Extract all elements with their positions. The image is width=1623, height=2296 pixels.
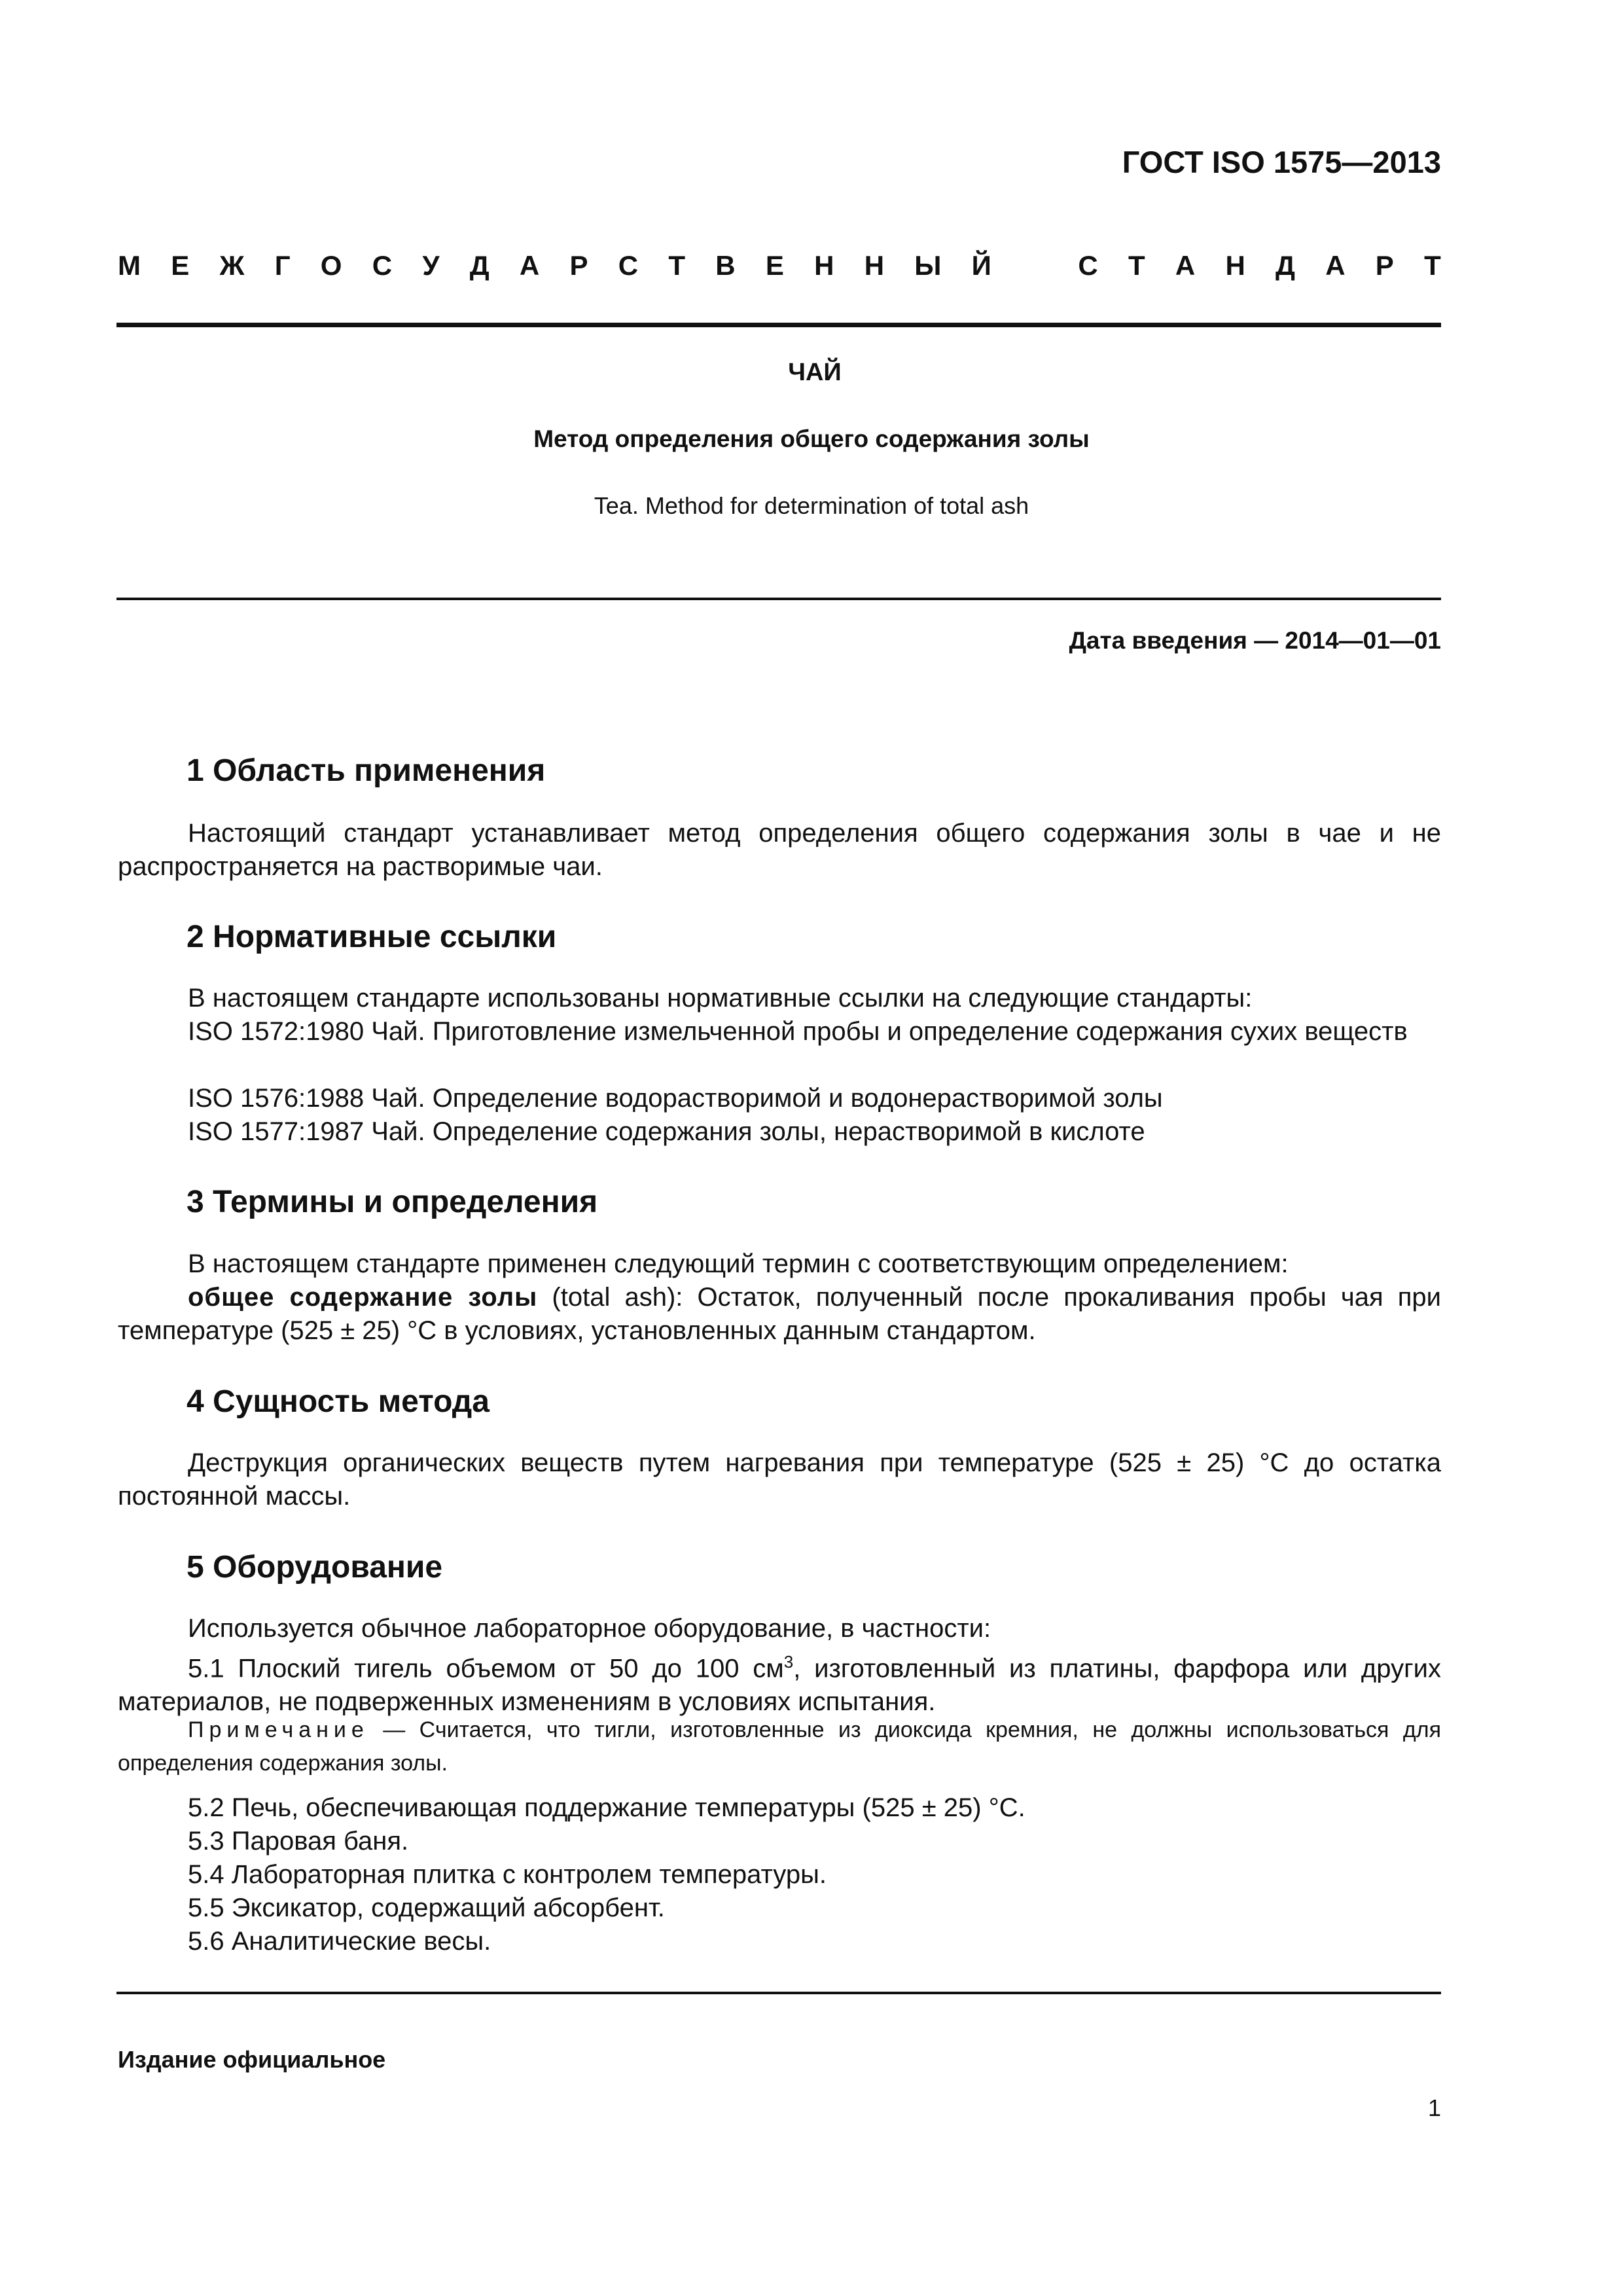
equipment-item-5-1 — [118, 1645, 1441, 1719]
standard-type-letter: Т — [1128, 250, 1145, 281]
term-definition — [118, 1281, 1441, 1348]
reference-iso-1572: ISO 1572:1980 Чай. Приготовление измельченной пробы и определение содержания сухих веществ — [188, 1017, 1408, 1046]
standard-type-letter: С — [1078, 250, 1098, 281]
standard-type-letter: Н — [864, 250, 885, 281]
footer-rule — [116, 1992, 1441, 1994]
introduction-date: Дата введения — 2014—01—01 — [1069, 627, 1441, 654]
page-number: 1 — [1427, 2094, 1441, 2121]
standard-type-letter: Й — [971, 250, 991, 281]
standard-type-letter: Е — [171, 250, 190, 281]
standard-type-letter: Т — [668, 250, 685, 281]
equipment-item-5-2: 5.2 Печь, обеспечивающая поддержание температуры (525 ± 25) °С. — [188, 1793, 1026, 1822]
section-3-heading: 3 Термины и определения — [187, 1185, 598, 1219]
standard-type-letter: О — [320, 250, 342, 281]
section-4-text: Деструкция органических веществ путем нагревания при температуре (525 ± 25) °С до остатка постоянной массы. — [118, 1448, 1441, 1511]
standard-type-letter: Н — [814, 250, 834, 281]
section-1-text: Настоящий стандарт устанавливает метод определения общего содержания золы в чае и не распространяется на растворимые чаи. — [118, 819, 1441, 881]
header-rule — [116, 323, 1441, 327]
standard-type-letter: А — [519, 250, 540, 281]
document-code: ГОСТ ISO 1575—2013 — [1122, 145, 1441, 179]
standard-type-letter: Г — [274, 250, 291, 281]
standard-type-letter: Т — [1424, 250, 1441, 281]
standard-type-letter: С — [372, 250, 393, 281]
item-5-1-text-cont: , изготовленный из платины, фарфора или других материалов, не подверженных изменениям в условиях испытания. — [118, 1654, 1441, 1717]
standard-type-letter: Р — [569, 250, 588, 281]
standard-type-letter: Ж — [219, 250, 245, 281]
standard-type-letter: У — [422, 250, 440, 281]
standard-type-letter: С — [618, 250, 639, 281]
equipment-item-5-3: 5.3 Паровая баня. — [188, 1827, 409, 1856]
equipment-item-5-6: 5.6 Аналитические весы. — [188, 1927, 491, 1956]
standard-type-letter: Д — [469, 250, 490, 281]
section-2-heading: 2 Нормативные ссылки — [187, 920, 557, 954]
reference-iso-1576: ISO 1576:1988 Чай. Определение водорастворимой и водонерастворимой золы — [188, 1084, 1163, 1113]
standard-type-letter: М — [118, 250, 141, 281]
standard-type-letter: А — [1175, 250, 1196, 281]
standard-type-letter: Д — [1275, 250, 1295, 281]
equipment-item-5-4: 5.4 Лабораторная плитка с контролем температуры. — [188, 1860, 827, 1889]
term-definition-text: (total ash): Остаток, полученный после прокаливания пробы чая при температуре (525 ± 25) °С в условиях, установленных данным стандартом. — [118, 1283, 1441, 1345]
standard-type-letter: Е — [765, 250, 784, 281]
standard-type-letter: Р — [1375, 250, 1394, 281]
word-gap — [1022, 250, 1048, 281]
document-english-title: Tea. Method for determination of total ash — [594, 492, 1029, 519]
section-3-intro: В настоящем стандарте применен следующий термин с соответствующим определением: — [188, 1249, 1289, 1278]
note-label: Примечание — [188, 1717, 369, 1742]
equipment-note — [118, 1713, 1441, 1780]
standard-type-letter: В — [715, 250, 736, 281]
document-title: ЧАЙ — [788, 359, 842, 386]
equipment-item-5-5: 5.5 Эксикатор, содержащий абсорбент. — [188, 1893, 665, 1922]
standard-type-letter: А — [1325, 250, 1346, 281]
section-5-heading: 5 Оборудование — [187, 1550, 443, 1585]
section-1-heading: 1 Область применения — [187, 753, 546, 788]
item-5-1-text: 5.1 Плоский тигель объемом от 50 до 100 см — [188, 1654, 784, 1683]
document-subtitle: Метод определения общего содержания золы — [533, 425, 1090, 452]
standard-type-letter: Н — [1225, 250, 1245, 281]
standard-type-line — [118, 250, 1441, 281]
note-text: — Считается, что тигли, изготовленные из диоксида кремния, не должны использоваться для определения содержания золы. — [118, 1717, 1441, 1776]
superscript-3: 3 — [783, 1652, 794, 1672]
term-name: общее содержание золы — [188, 1283, 538, 1312]
title-rule — [116, 598, 1441, 600]
reference-iso-1577: ISO 1577:1987 Чай. Определение содержания золы, нерастворимой в кислоте — [188, 1117, 1145, 1146]
section-4-heading: 4 Сущность метода — [187, 1384, 490, 1419]
official-edition-label: Издание официальное — [118, 2046, 386, 2073]
section-2-intro: В настоящем стандарте использованы нормативные ссылки на следующие стандарты: — [188, 984, 1253, 1013]
standard-type-letter: Ы — [914, 250, 942, 281]
section-5-intro: Используется обычное лабораторное оборудование, в частности: — [188, 1614, 991, 1643]
